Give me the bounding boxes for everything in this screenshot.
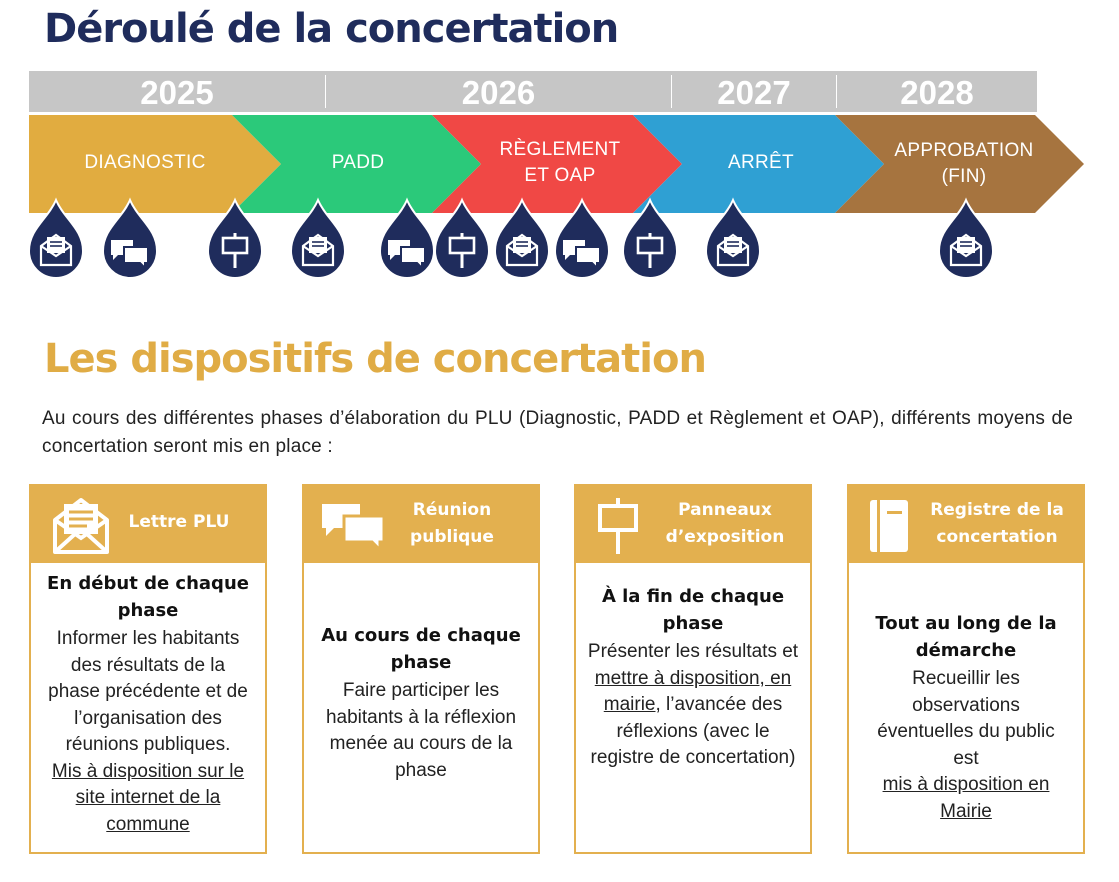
- card-registre-concertation: [847, 484, 1085, 854]
- intro-text: Au cours des différentes phases d’élaboration du PLU (Diagnostic, PADD et Règlement et OAP), différents moyens de concertation seront mis en place :: [42, 408, 1073, 457]
- card-title: Réunion publique: [410, 500, 494, 547]
- card-timing: À la fin de chaque phase: [601, 586, 785, 634]
- card-header: [304, 486, 538, 563]
- year-2028: 2028: [900, 74, 974, 111]
- card-description: Informer les habitants des résultats de la phase précédente et de l’organisation des réunions publiques.: [48, 628, 248, 755]
- card-link[interactable]: mis à disposition en Mairie: [882, 774, 1050, 822]
- card-header: [849, 486, 1083, 563]
- phase-label-approbation: APPROBATION (FIN): [894, 140, 1034, 187]
- card-body: [576, 583, 810, 772]
- phase-label-diagnostic: DIAGNOSTIC: [84, 152, 206, 173]
- phase-label-padd: PADD: [331, 152, 385, 173]
- page-title: Déroulé de la concertation: [44, 6, 619, 52]
- year-2026: 2026: [461, 74, 536, 111]
- card-timing: Au cours de chaque phase: [321, 625, 521, 673]
- card-timing: En début de chaque phase: [47, 573, 249, 621]
- card-description: Recueillir les observations éventuelles du public est: [877, 668, 1055, 769]
- year-2027: 2027: [717, 74, 791, 111]
- card-title: Lettre PLU: [128, 512, 230, 532]
- sign-icon: [596, 496, 640, 556]
- card-reunion-publique: [302, 484, 540, 854]
- card-description: Présenter les résultats et mettre à disposition, en mairie, l’avancée des réflexions (avec le registre de concertation): [587, 641, 799, 768]
- card-title: Panneaux d’exposition: [665, 500, 785, 547]
- card-description: Faire participer les habitants à la réflexion menée au cours de la phase: [325, 680, 517, 781]
- phase-label-arret: ARRÊT: [728, 152, 794, 173]
- card-body: [304, 622, 538, 784]
- year-2025: 2025: [140, 74, 214, 111]
- letter-icon: [51, 494, 111, 556]
- card-title: Registre de la concertation: [930, 500, 1064, 547]
- card-timing: Tout au long de la démarche: [875, 613, 1057, 661]
- phase-label-reglement: RÈGLEMENT ET OAP: [499, 139, 621, 186]
- card-link[interactable]: mettre à disposition, en mairie: [594, 667, 792, 715]
- card-header: [31, 486, 265, 563]
- card-body: [31, 570, 265, 838]
- section-title: Les dispositifs de concertation: [44, 336, 706, 382]
- card-header: [576, 486, 810, 563]
- card-panneaux-exposition: [574, 484, 812, 854]
- book-icon: [867, 497, 911, 555]
- card-body: [849, 610, 1083, 825]
- card-link[interactable]: Mis à disposition sur le site internet de la commune: [51, 760, 245, 835]
- card-lettre-plu: [29, 484, 267, 854]
- chat-icon: [318, 500, 388, 554]
